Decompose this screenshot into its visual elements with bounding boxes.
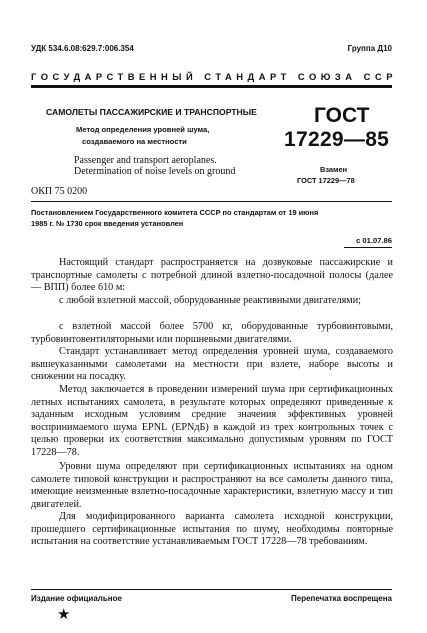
body-paragraph-turboprop: с взлетной массой более 5700 кг, оборудованные турбовинтовыми, турбовинтовентиляторными или поршневыми двигателями.: [31, 321, 393, 345]
group-code: Группа Д10: [347, 44, 392, 53]
footer-rule: [31, 589, 392, 590]
star-icon: ★: [57, 605, 71, 623]
subtitle-ru-1: Метод определения уровней шума,: [76, 125, 210, 134]
decree-line-2: 1985 г. № 1730 срок введения установлен: [31, 219, 184, 228]
header-rule: [31, 85, 392, 88]
subtitle-ru-2: создаваемого на местности: [82, 137, 187, 146]
official-edition: Издание официальное: [31, 594, 122, 603]
body-paragraph-modified: Для модифицированного варианта самолета исходной конструкции, прошедшего сертификационные испытания по шуму, необходимы повторные испытания на соответствие устанавливаемым ГОСТ 17228—78 требованиям.: [31, 511, 393, 548]
gost-number: 17229—85: [284, 128, 390, 151]
title-rule: [31, 201, 392, 202]
okp-code: ОКП 75 0200: [31, 186, 88, 197]
title-en-2: Determination of noise levels on ground: [74, 166, 236, 177]
body-paragraph-method: Метод заключается в проведении измерений шума при сертификационных летных испытаниях самолета, в результате которых определяют приведенные к заданным исходным условиям средние значения эффективных уровней воспринимаемого шума EPNL (EPNдБ) в каждой из трех контрольных точек с целью проверки их соответствия максимально допустимым уровням по ГОСТ 17228—78.: [31, 384, 393, 458]
body-paragraph-purpose: Стандарт устанавливает метод определения уровней шума, создаваемого вышеуказанными самолетами на местности при взлете, наборе высоты и снижении на посадку.: [31, 346, 393, 383]
body-paragraph-tests: Уровни шума определяют при сертификационных испытаниях на одном самолете типовой конструкции и распространяют на все самолеты данного типа, имеющие неизменные взлетно-посадочные характеристики, взлетную массу и тип двигателей.: [31, 461, 393, 510]
gost-label: ГОСТ: [314, 104, 370, 127]
effective-underline: [344, 247, 392, 248]
replaces-gost: ГОСТ 17229—78: [297, 176, 355, 185]
standard-banner: ГОСУДАРСТВЕННЫЙ СТАНДАРТ СОЮЗА ССР: [31, 71, 397, 82]
udk-code: УДК 534.6.08:629.7:006.354: [31, 44, 134, 53]
effective-date: с 01.07.86: [356, 236, 392, 245]
replaces-label: Взамен: [320, 165, 348, 174]
reprint-prohibited: Перепечатка воспрещена: [291, 594, 392, 603]
title-en-1: Passenger and transport aeroplanes.: [74, 155, 217, 166]
decree-line-1: Постановлением Государственного комитета СССР по стандартам от 19 июня: [31, 208, 319, 217]
title-ru: САМОЛЕТЫ ПАССАЖИРСКИЕ И ТРАНСПОРТНЫЕ: [46, 107, 257, 117]
body-paragraph-scope: Настоящий стандарт распространяется на дозвуковые пассажирские и транспортные самолеты с потребной длиной взлетно-посадочной полосы (далее — ВПП) более 610 м:: [31, 257, 393, 294]
body-paragraph-jet: с любой взлетной массой, оборудованные реактивными двигателями;: [59, 295, 362, 306]
